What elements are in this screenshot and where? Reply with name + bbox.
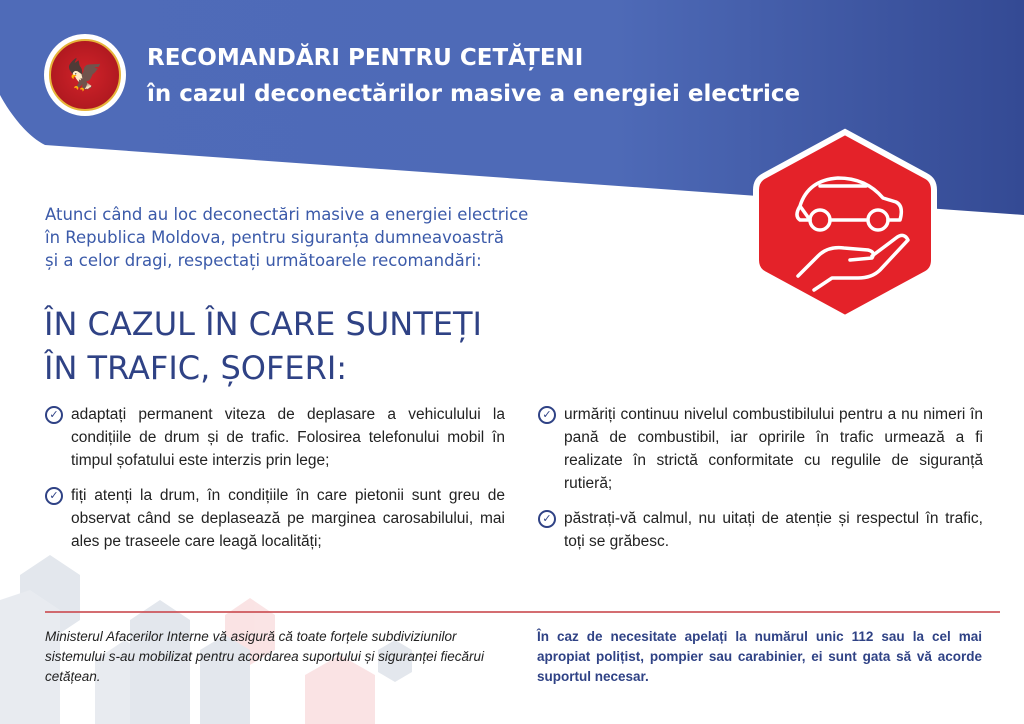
divider — [45, 611, 1000, 613]
coat-of-arms-icon: 🦅 — [49, 39, 121, 111]
check-circle-icon: ✓ — [538, 406, 556, 424]
list-item: ✓ fiți atenți la drum, în condițiile în care pietonii sunt greu de observat când se deplasează pe marginea carosabilului, mai ales pe traseele care leagă localități; — [45, 484, 505, 553]
check-circle-icon: ✓ — [45, 487, 63, 505]
intro-line: în Republica Moldova, pentru siguranța dumneavoastră — [45, 228, 504, 247]
footer-ministry-note: Ministerul Afacerilor Interne vă asigură că toate forțele subdiviziunilor sistemului s-au mobilizat pentru acordarea suportului și siguranței fiecărui cetățean. — [45, 629, 484, 684]
list-item: ✓ păstrați-vă calmul, nu uitați de atenție și respectul în trafic, toți se grăbesc. — [538, 507, 983, 553]
check-circle-icon: ✓ — [538, 510, 556, 528]
check-circle-icon: ✓ — [45, 406, 63, 424]
left-recommendations — [45, 403, 505, 565]
right-recommendations — [538, 403, 983, 565]
intro-line: și a celor dragi, respectați următoarele recomandări: — [45, 251, 482, 270]
ministry-seal-logo — [44, 34, 126, 116]
heading-line: ÎN TRAFIC, ȘOFERI: — [44, 349, 348, 387]
footer-emergency-note: În caz de necesitate apelați la numărul unic 112 sau la cel mai apropiat polițist, pompier sau carabinier, ei sunt gata să vă acorde suportul necesar. — [537, 629, 982, 684]
intro-text — [45, 203, 565, 272]
section-heading — [44, 302, 482, 390]
intro-line: Atunci când au loc deconectări masive a energiei electrice — [45, 205, 529, 224]
title-line-2: în cazul deconectărilor masive a energiei electrice — [147, 81, 801, 107]
page-title — [147, 40, 800, 112]
list-item: ✓ adaptați permanent viteza de deplasare a vehiculului la condițiile de drum și de trafic. Folosirea telefonului mobil în timpul șofatului este interzis prin lege; — [45, 403, 505, 472]
list-item: ✓ urmăriți continuu nivelul combustibilului pentru a nu nimeri în pană de combustibil, iar opririle în trafic urmează a fi realizate în strictă conformitate cu regulile de siguranță rutieră; — [538, 403, 983, 495]
heading-line: ÎN CAZUL ÎN CARE SUNTEȚI — [44, 305, 482, 343]
title-line-1: RECOMANDĂRI PENTRU CETĂȚENI — [147, 45, 584, 71]
car-in-hand-icon — [748, 128, 942, 322]
